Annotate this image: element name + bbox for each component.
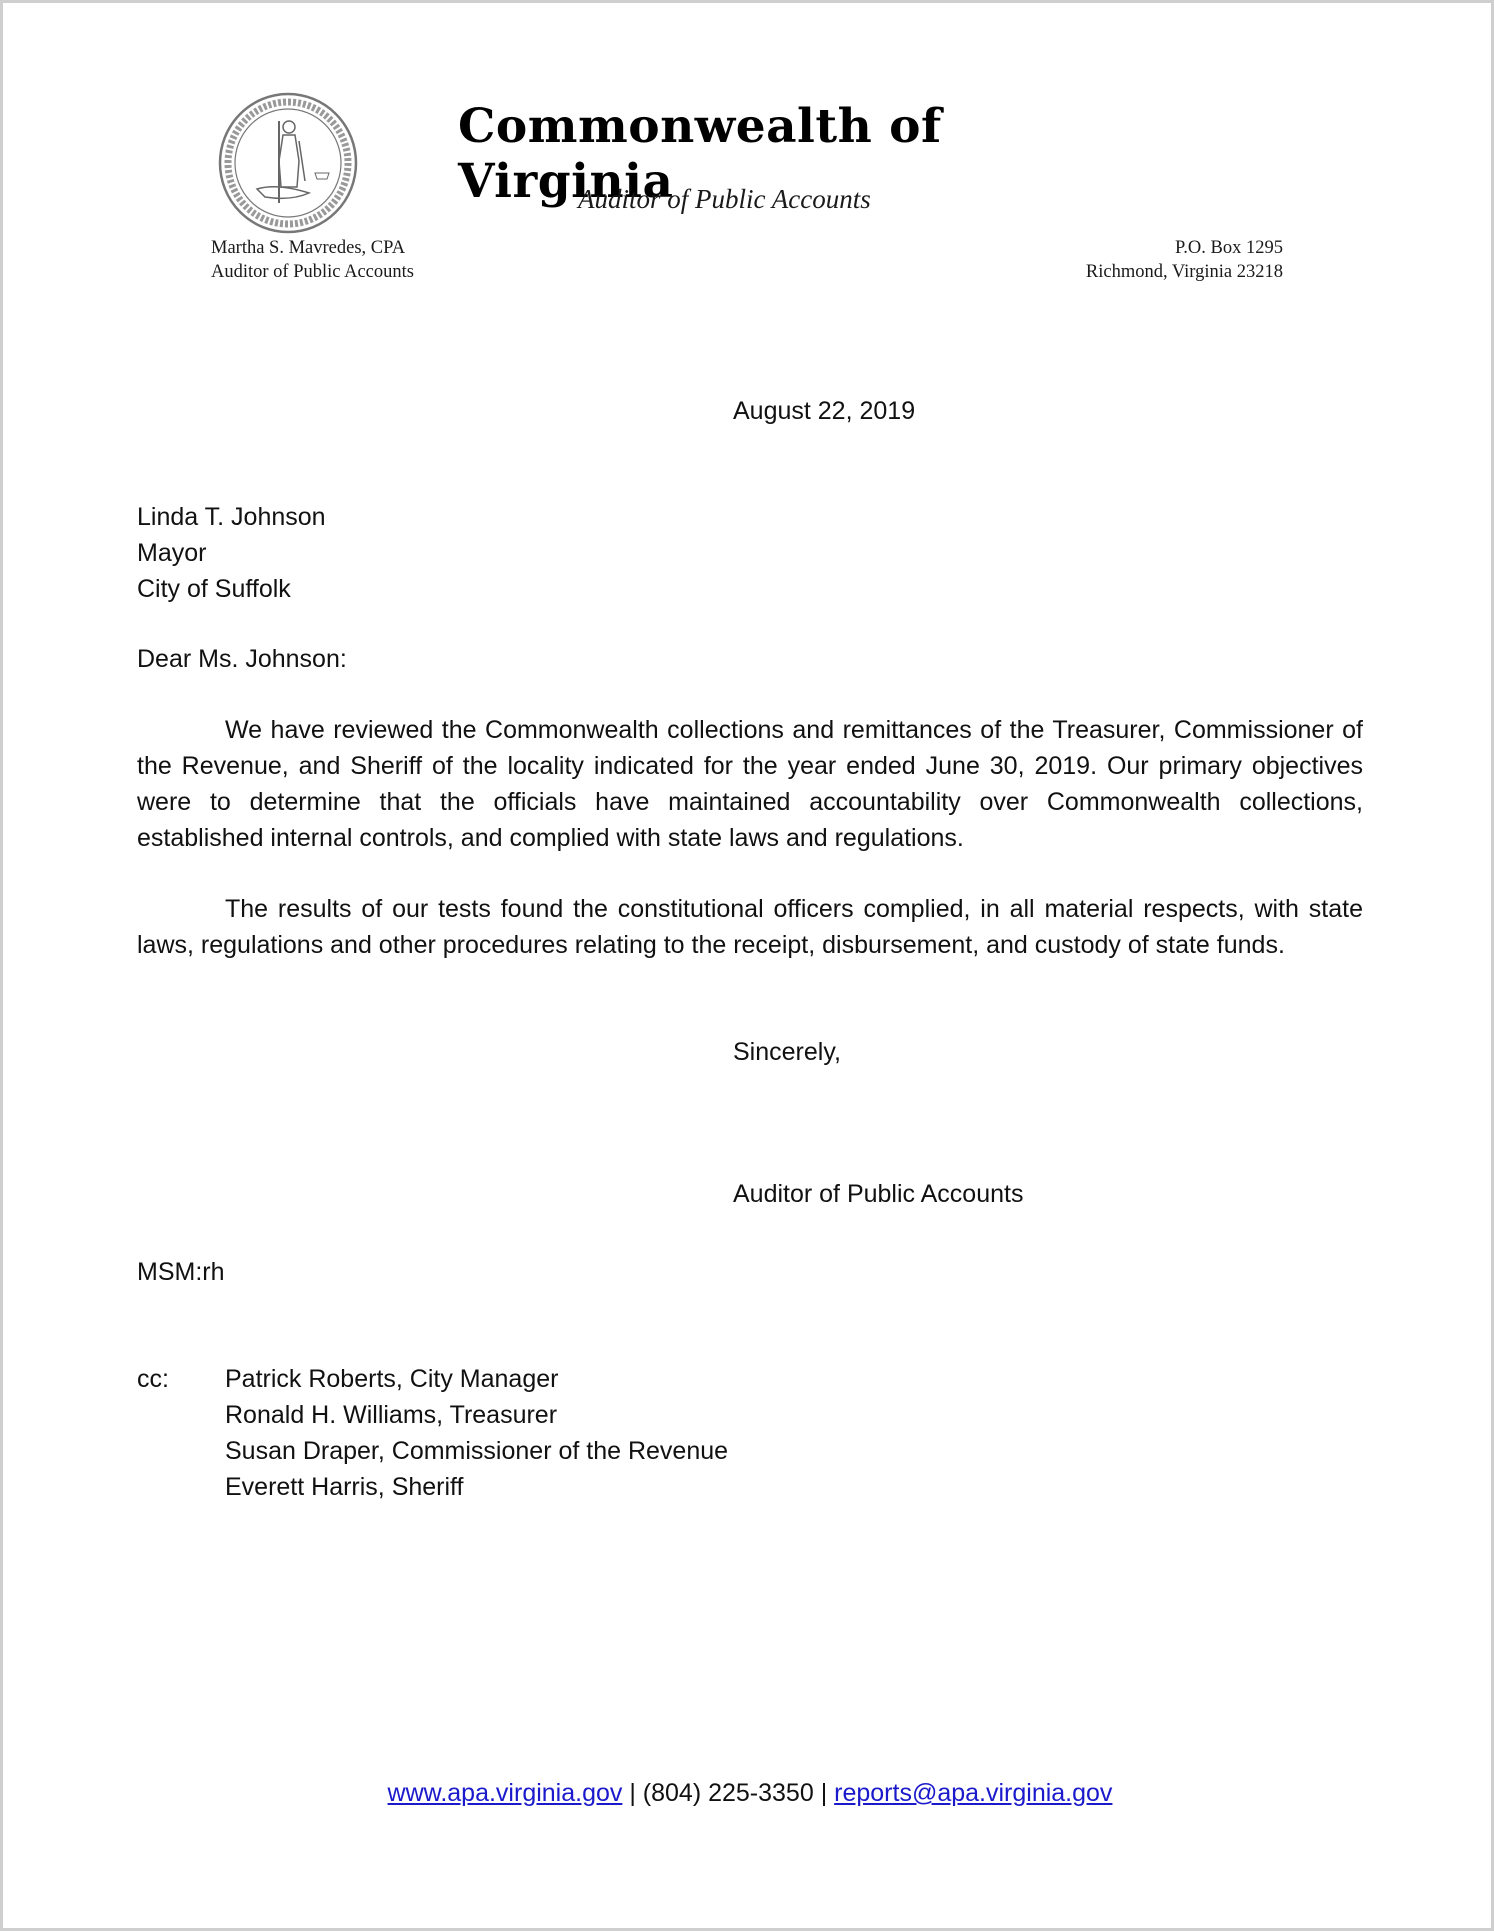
recipient-organization: City of Suffolk bbox=[137, 575, 291, 603]
closing: Sincerely, bbox=[733, 1038, 841, 1066]
cc-item: Everett Harris, Sheriff bbox=[225, 1473, 464, 1501]
city-state-zip: Richmond, Virginia 23218 bbox=[1085, 262, 1283, 282]
cc-item: Ronald H. Williams, Treasurer bbox=[225, 1401, 558, 1429]
footer-contact bbox=[3, 1779, 1494, 1808]
recipient-title: Mayor bbox=[137, 539, 207, 567]
reference-initials: MSM:rh bbox=[137, 1258, 225, 1286]
recipient-name: Linda T. Johnson bbox=[137, 503, 326, 531]
virginia-state-seal-icon bbox=[217, 91, 359, 235]
recipient-address bbox=[137, 499, 326, 607]
email-link[interactable]: reports@apa.virginia.gov bbox=[834, 1779, 1113, 1807]
signer: Auditor of Public Accounts bbox=[733, 1180, 1024, 1208]
website-link[interactable]: www.apa.virginia.gov bbox=[387, 1779, 623, 1807]
cc-list bbox=[225, 1361, 728, 1505]
cc-label: cc: bbox=[137, 1365, 169, 1393]
separator: | bbox=[622, 1779, 643, 1807]
mailing-address bbox=[1086, 236, 1283, 284]
cc-item: Patrick Roberts, City Manager bbox=[225, 1365, 559, 1393]
body-paragraph: We have reviewed the Commonwealth collections and remittances of the Treasurer, Commissioner of the Revenue, and Sheriff of the locality indicated for the year ended June 30, 2019. Our primary objectives were to determine that the officials have maintained accountability over Commonwealth collections, established internal controls, and complied with state laws and regulations. bbox=[137, 716, 1363, 852]
cc-item: Susan Draper, Commissioner of the Revenue bbox=[225, 1437, 729, 1465]
letterhead-title: Commonwealth of Virginia bbox=[458, 99, 942, 209]
letterhead-subtitle: Auditor of Public Accounts bbox=[578, 184, 871, 214]
po-box: P.O. Box 1295 bbox=[1175, 238, 1283, 258]
auditor-title: Auditor of Public Accounts bbox=[211, 262, 414, 282]
auditor-name: Martha S. Mavredes, CPA bbox=[211, 238, 406, 258]
salutation: Dear Ms. Johnson: bbox=[137, 645, 347, 673]
auditor-block bbox=[211, 236, 414, 284]
separator: | bbox=[813, 1779, 835, 1807]
letter-date: August 22, 2019 bbox=[733, 397, 916, 425]
phone-number: (804) 225-3350 bbox=[642, 1779, 814, 1807]
body-paragraph: The results of our tests found the constitutional officers complied, in all material respects, with state laws, regulations and other procedures relating to the receipt, disbursement, and custody of state funds. bbox=[137, 895, 1363, 959]
